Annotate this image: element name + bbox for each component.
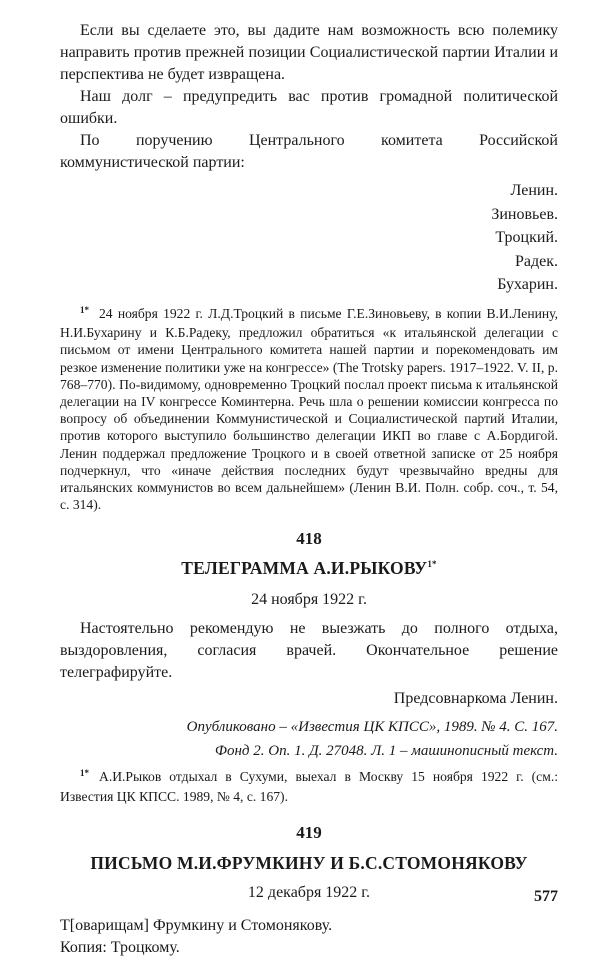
page-number: 577	[534, 888, 558, 905]
title-footnote-marker: 1*	[427, 559, 437, 570]
telegram-signature: Предсовнаркома Ленин.	[393, 690, 558, 708]
document-date-419: 12 декабря 1922 г.	[247, 883, 371, 901]
signature-zinoviev: Зиновьев.	[491, 205, 558, 223]
letter-copy: Копия: Троцкому.	[60, 938, 180, 956]
footnote-marker: 1*	[80, 304, 89, 315]
footnote-418	[60, 768, 558, 804]
intro-paragraph-2: Наш долг – предупредить вас против громадной политической ошибки.	[60, 88, 558, 127]
footnote-text: 24 ноября 1922 г. Л.Д.Троцкий в письме Г.Е.Зиновьеву, в копии В.И.Ленину, Н.И.Бухарину и К.Б.Радеку, предложил обратиться «к итальянской делегации с письмом от имени Центрального комитета нашей партии и порекомендовать им резкое изменение политики уже на конгрессе» (The Trotsky papers. 1917–1922. V. II, p. 768–770). По-видимому, одновременно Троцкий послал проект письма к итальянской делегации на IV конгрессе Коминтерна. Речь шла о решении комиссии конгресса по вопросу об объединении Коммунистической и Социалистической партий Италии, против которого выступило большинство делегации ИКП во главе с А.Бордигой. Ленин поддержал предложение Троцкого и в своей ответной записке от 25 ноября подчеркнул, что «иначе действия последних будут чрезвычайно вредны для итальянских коммунистов во всем дальнейшем» (Ленин В.И. Полн. собр. соч., т. 54, с. 314).	[60, 305, 558, 513]
footnote-marker: 1*	[80, 768, 89, 779]
document-number-418: 418	[296, 529, 322, 549]
signature-radek: Радек.	[514, 252, 558, 270]
document-title-418	[60, 557, 558, 582]
publication-note: Опубликовано – «Известия ЦК КПСС», 1989. № 4. С. 167.	[186, 719, 558, 736]
intro-paragraph-3: По поручению Центрального комитета Российской коммунистической партии:	[60, 132, 558, 171]
intro-paragraph-1: Если вы сделаете это, вы дадите нам возможность всю полемику направить против прежней позиции Социалистической партии Италии и перспектива не будет извращена.	[60, 22, 558, 83]
telegram-text: Настоятельно рекомендую не выезжать до полного отдыха, выздоровления, согласия врачей. Окончательное решение телеграфируйте.	[60, 620, 558, 682]
document-date-418: 24 ноября 1922 г.	[251, 591, 367, 609]
document-number-419: 419	[296, 822, 322, 842]
document-page	[60, 20, 558, 959]
document-title-text: ТЕЛЕГРАММА А.И.РЫКОВУ	[181, 558, 428, 579]
signature-trotsky: Троцкий.	[495, 229, 558, 247]
footnote-text: А.И.Рыков отдыхал в Сухуми, выехал в Москву 15 ноября 1922 г. (см.: Известия ЦК КПСС. 1989, № 4, с. 167).	[60, 769, 558, 804]
letter-addressee: Т[оварищам] Фрумкину и Стомонякову.	[60, 916, 333, 934]
document-title-419: ПИСЬМО М.И.ФРУМКИНУ И Б.С.СТОМОНЯКОВУ	[90, 852, 528, 873]
signature-bukharin: Бухарин.	[497, 276, 558, 294]
signature-lenin: Ленин.	[510, 182, 558, 199]
footnote-1	[60, 305, 558, 513]
signature-block	[60, 179, 558, 297]
archive-note: Фонд 2. Оп. 1. Д. 27048. Л. 1 – машинописный текст.	[214, 743, 558, 760]
